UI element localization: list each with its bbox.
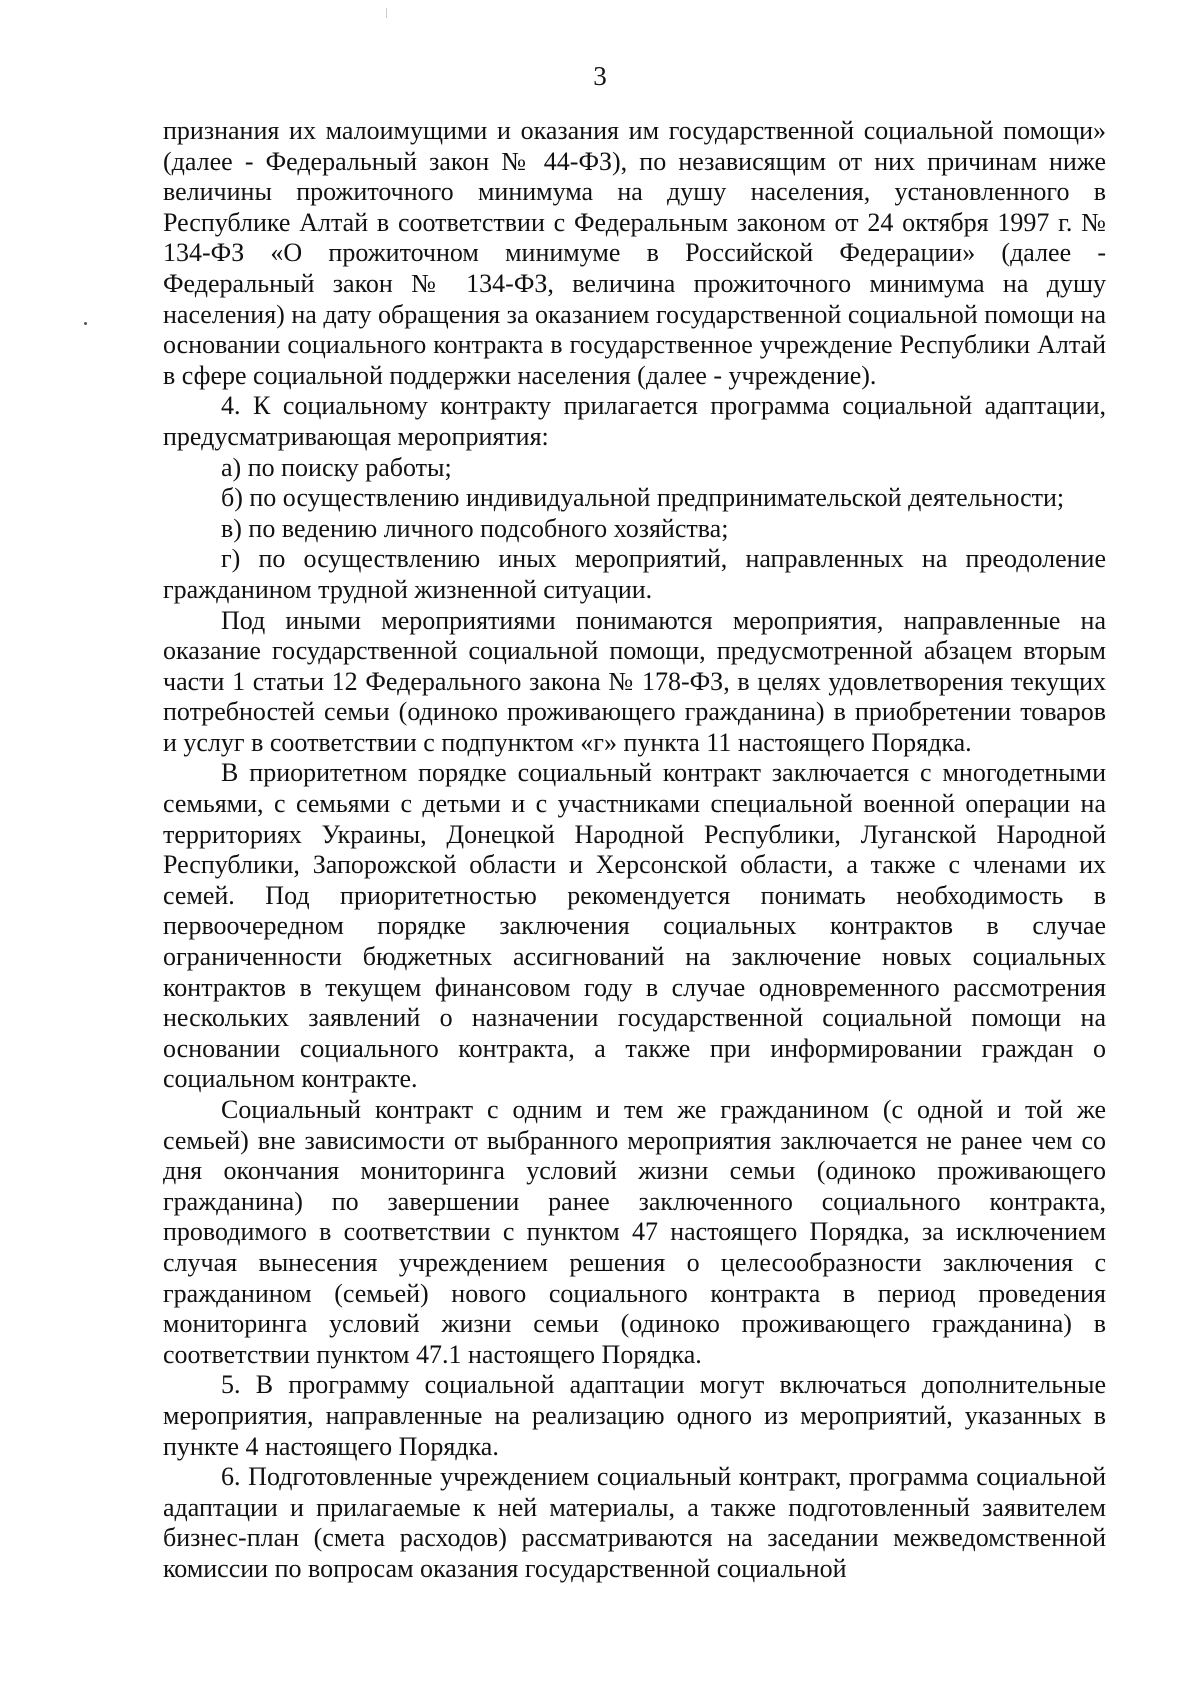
paragraph-repeat-contract: Социальный контракт с одним и тем же гражданином (с одной и той же семьей) вне зависимости от выбранного мероприятия заключается не ранее чем со дня окончания мониторинга условий жизни семьи (одиноко проживающего гражданина) по завершении ранее заключенного социального контракта, проводимого в соответствии с пунктом 47 настоящего Порядка, за исключением случая вынесения учреждением решения о целесообразности заключения с гражданином (семьей) нового социального контракта в период проведения мониторинга условий жизни семьи (одиноко проживающего гражданина) в соответствии пунктом 47.1 настоящего Порядка. (163, 1095, 1106, 1369)
list-item-v: в) по ведению личного подсобного хозяйства; (221, 513, 729, 543)
list-item-g: г) по осуществлению иных мероприятий, направленных на преодоление гражданином трудной жизненной ситуации. (163, 544, 1106, 604)
list-item-a: а) по поиску работы; (221, 452, 452, 482)
paragraph-item-5: 5. В программу социальной адаптации могут включаться дополнительные мероприятия, направленные на реализацию одного из мероприятий, указанных в пункте 4 настоящего Порядка. (163, 1370, 1106, 1461)
list-item-b: б) по осуществлению индивидуальной предпринимательской деятельности; (221, 483, 1065, 513)
scan-mark (386, 8, 387, 18)
paragraph-continuation: признания их малоимущими и оказания им государственной социальной помощи» (далее - Федеральный закон № 44-ФЗ), по независящим от них причинам ниже величины прожиточного минимума на душу населения, установленного в Республике Алтай в соответствии с Федеральным законом от 24 октября 1997 г. № 134-ФЗ «О прожиточном минимуме в Российской Федерации» (далее - Федеральный закон № 134-ФЗ, величина прожиточного минимума на душу населения) на дату обращения за оказанием государственной социальной помощи на основании социального контракта в государственное учреждение Республики Алтай в сфере социальной поддержки населения (далее - учреждение). (163, 116, 1106, 390)
paragraph-item-4: 4. К социальному контракту прилагается программа социальной адаптации, предусматривающая мероприятия: (163, 391, 1106, 451)
paragraph-other-measures: Под иными мероприятиями понимаются мероприятия, направленные на оказание государственной социальной помощи, предусмотренной абзацем вторым части 1 статьи 12 Федерального закона № 178-ФЗ, в целях удовлетворения текущих потребностей семьи (одиноко проживающего гражданина) в приобретении товаров и услуг в соответствии с подпунктом «г» пункта 11 настоящего Порядка. (163, 605, 1106, 757)
page-number: 3 (593, 61, 607, 91)
paragraph-priority: В приоритетном порядке социальный контракт заключается с многодетными семьями, с семьями с детьми и с участниками специальной военной операции на территориях Украины, Донецкой Народной Республики, Луганской Народной Республики, Запорожской области и Херсонской области, а также с членами их семей. Под приоритетностью рекомендуется понимать необходимость в первоочередном порядке заключения социальных контрактов в случае ограниченности бюджетных ассигнований на заключение новых социальных контрактов в текущем финансовом году в случае одновременного рассмотрения нескольких заявлений о назначении государственной социальной помощи на основании социального контракта, а также при информировании граждан о социальном контракте. (163, 758, 1106, 1094)
document-body (163, 116, 1106, 1585)
paragraph-item-6: 6. Подготовленные учреждением социальный контракт, программа социальной адаптации и прилагаемые к ней материалы, а также подготовленный заявителем бизнес-план (смета расходов) рассматриваются на заседании межведомственной комиссии по вопросам оказания государственной социальной (163, 1462, 1106, 1583)
margin-dot (84, 322, 87, 325)
